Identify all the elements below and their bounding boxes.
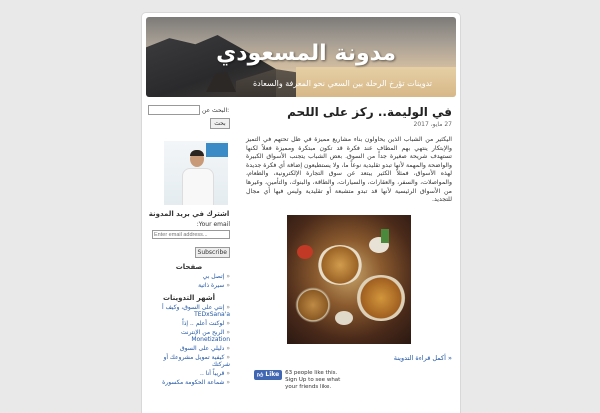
read-more-link[interactable]: « أكمل قراءة التدوينة xyxy=(393,353,452,362)
list-item xyxy=(148,304,230,318)
bullet-icon: « xyxy=(226,379,230,386)
search-button[interactable]: بحث xyxy=(210,118,230,129)
blog-description: تدوينات تؤرخ الرحلة بين السعي نحو المعرفة والسعادة xyxy=(252,79,432,88)
post-image xyxy=(287,215,411,344)
search-input[interactable] xyxy=(148,105,200,115)
blog-title[interactable]: مدونة المسعودي xyxy=(216,41,396,66)
food-plate xyxy=(293,287,333,323)
thumbs-up-icon: 👍︎ xyxy=(257,371,264,379)
list-item xyxy=(148,370,230,377)
popular-link[interactable]: لوكنت أعلم .. إذاً xyxy=(182,320,225,327)
page-container xyxy=(141,12,461,413)
blog-header xyxy=(146,17,456,97)
list-item xyxy=(148,354,230,368)
subscribe-heading: اشترك في بريد المدونة xyxy=(148,210,230,218)
subscribe-button[interactable]: Subscribe xyxy=(195,247,230,258)
post-date: 27 مايو، 2017 xyxy=(413,121,452,128)
pages-list xyxy=(148,273,230,289)
post-body: اليكثير من الشباب الذين يحاولون بناء مشاريع مميزة في ظل تحتهم في التميز والإبتكار ينتهي بهم المطاف عند فكرة قد تكون مبتكرة ومميزة فعلاً لكنها تستهدف شريحة صغيرة جداً من السوق. بعض الشباب يتجنب الأسواق الكبيرة والواضحة والمهمة لأنها تبدو تقليدية نوعاً ما، ولا يستطيعون إضافة أي فكرة جديدة لهذه الأسواق، فمثلاً الكثير يبتعد عن سوق التجارة الإلكترونية، والطعام، والمواصلات، والسفر، والعقارات، والسيارات، والطاقة، والبنوك، والتأمين، وغيرها من الأسواق الرئيسية لأنها قد تبدو متشبعة أو تقليدية وليس فيها أي مجال للتجديد. xyxy=(246,136,452,204)
email-field[interactable] xyxy=(152,230,230,239)
search-label: البحث عن: xyxy=(202,106,230,114)
popular-link[interactable]: قريباً أنا .. xyxy=(200,370,225,377)
bullet-icon: « xyxy=(226,304,230,311)
drink-can xyxy=(381,229,389,243)
popular-link[interactable]: الربح من الإنترنت Monetization xyxy=(180,329,230,343)
author-photo xyxy=(164,141,228,205)
bullet-icon: « xyxy=(226,354,230,361)
list-item xyxy=(148,329,230,343)
email-label: Your email: xyxy=(196,221,230,228)
bullet-icon: « xyxy=(226,320,230,327)
bullet-icon: « xyxy=(226,282,230,289)
list-item xyxy=(148,320,230,327)
photo-sign xyxy=(206,143,228,157)
photo-body xyxy=(182,168,214,205)
facebook-like-widget xyxy=(254,370,452,391)
bullet-icon: « xyxy=(226,345,230,352)
popular-list xyxy=(148,304,230,386)
page-link[interactable]: سيرة ذاتية xyxy=(198,282,225,289)
like-label: Like xyxy=(265,371,280,379)
popular-link[interactable]: إنتي على السوق، وكيف أ TEDxSana'a xyxy=(162,304,230,318)
food-plate xyxy=(317,245,363,285)
bullet-icon: « xyxy=(226,273,230,280)
list-item xyxy=(148,282,230,289)
popular-link[interactable]: شماعة الحكومة مكسورة xyxy=(162,379,225,386)
facebook-like-button[interactable] xyxy=(254,370,282,380)
page-link[interactable]: إتصل بي xyxy=(202,273,225,280)
popular-link[interactable]: دليلي على السوق xyxy=(180,345,225,352)
bullet-icon: « xyxy=(226,370,230,377)
food-plate xyxy=(355,275,407,321)
search-form xyxy=(148,105,230,115)
main-content xyxy=(246,105,452,391)
pages-heading: صفحات xyxy=(175,263,203,271)
post-title[interactable]: في الوليمة.. ركز على اللحم xyxy=(287,105,452,119)
list-item xyxy=(148,273,230,280)
sidebar xyxy=(148,105,230,388)
food-bowl xyxy=(335,311,353,325)
photo-hair xyxy=(190,150,204,156)
bullet-icon: « xyxy=(226,329,230,336)
food-bowl xyxy=(297,245,313,259)
popular-heading: أشهر التدوينات xyxy=(162,294,216,302)
list-item xyxy=(148,345,230,352)
facebook-like-text: 63 people like this. Sign Up to see what your friends like. xyxy=(285,369,341,390)
popular-link[interactable]: كيفية تمويل مشروعك أو شركتك xyxy=(163,354,230,368)
list-item xyxy=(148,379,230,386)
